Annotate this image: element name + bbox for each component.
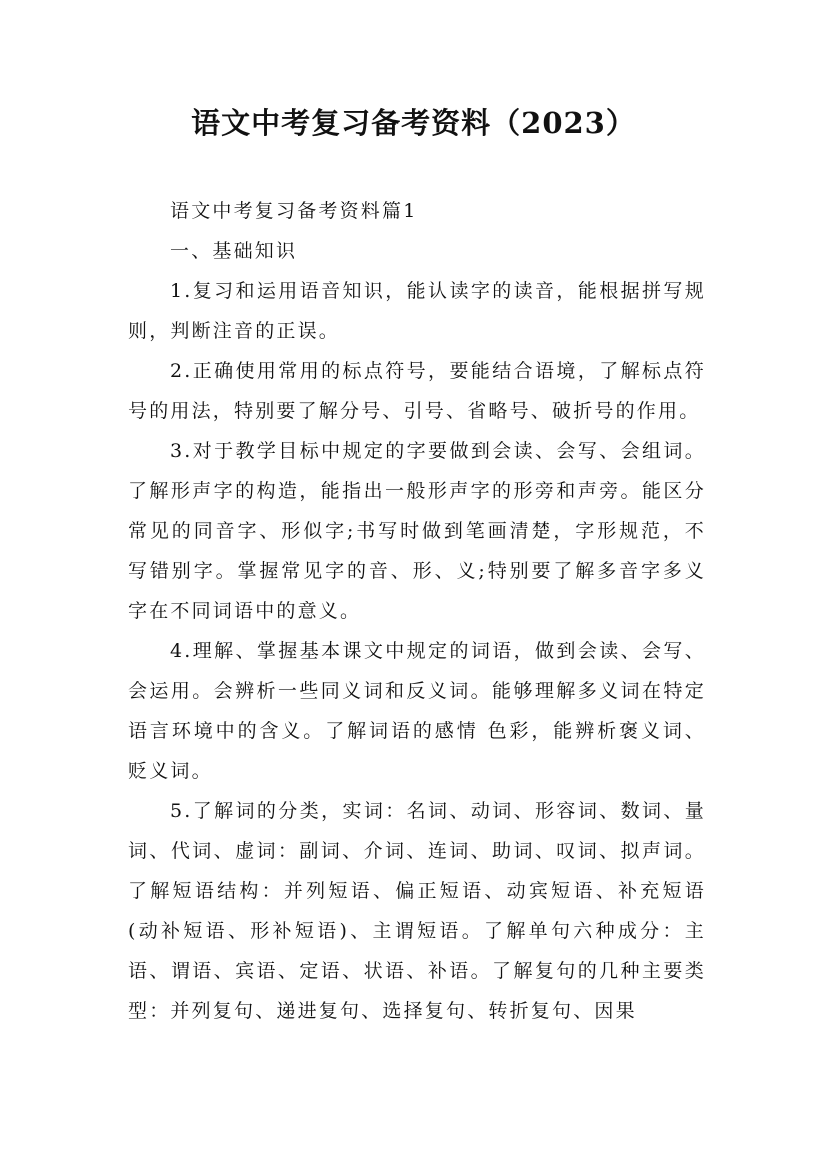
document-body: [128, 191, 706, 1031]
subsection-heading: 一、基础知识: [170, 240, 298, 262]
document-title: 语文中考复习备考资料（2023）: [191, 106, 636, 140]
paragraph-item-2: 2.正确使用常用的标点符号，要能结合语境，了解标点符号的用法，特别要了解分号、引号、省略号、破折号的作用。: [128, 360, 706, 422]
paragraph-item-3: 3.对于教学目标中规定的字要做到会读、会写、会组词。了解形声字的构造，能指出一般形声字的形旁和声旁。能区分常见的同音字、形似字;书写时做到笔画清楚，字形规范，不写错别字。掌握常见字的音、形、义;特别要了解多音字多义字在不同词语中的意义。: [128, 440, 706, 622]
paragraph-item-4: 4.理解、掌握基本课文中规定的词语，做到会读、会写、会运用。会辨析一些同义词和反义词。能够理解多义词在特定语言环境中的含义。了解词语的感情 色彩，能辨析褒义词、贬义词。: [128, 640, 706, 782]
paragraph-item-5: 5.了解词的分类，实词：名词、动词、形容词、数词、量词、代词、虚词：副词、介词、连词、助词、叹词、拟声词。了解短语结构：并列短语、偏正短语、动宾短语、补充短语(动补短语、形补短语)、主谓短语。了解单句六种成分：主语、谓语、宾语、定语、状语、补语。了解复句的几种主要类型：并列复句、递进复句、选择复句、转折复句、因果: [128, 800, 706, 1022]
section-heading: 语文中考复习备考资料篇1: [170, 200, 418, 222]
paragraph-item-1: 1.复习和运用语音知识，能认读字的读音，能根据拼写规则，判断注音的正误。: [128, 280, 706, 342]
